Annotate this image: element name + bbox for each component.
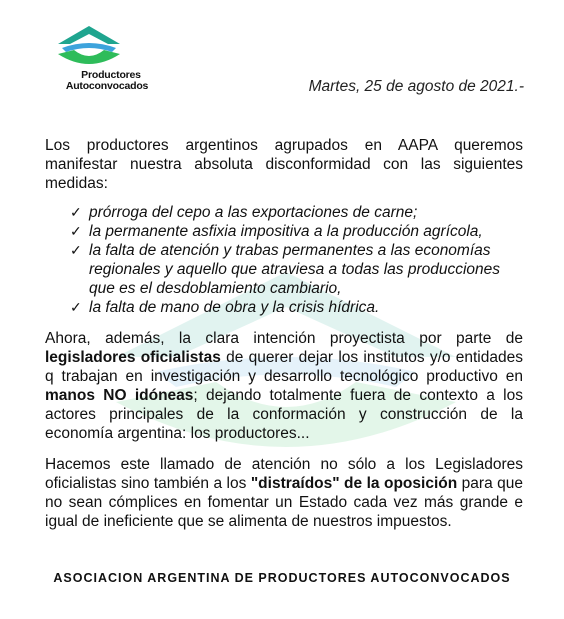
signature-footer: ASOCIACION ARGENTINA DE PRODUCTORES AUTOCONVOCADOS bbox=[53, 571, 511, 585]
check-icon: ✓ bbox=[70, 223, 82, 239]
logo-mark-icon bbox=[56, 22, 122, 68]
list-item bbox=[70, 203, 525, 222]
paragraph-2-text-2: de querer dejar los institutos y/o entidades q trabajan en investigación y desarrollo tecnológico productivo en bbox=[45, 349, 523, 385]
paragraph-2-text-1: Ahora, además, la clara intención proyectista por parte de bbox=[45, 330, 523, 347]
paragraph-2 bbox=[45, 329, 523, 443]
paragraph-3-text-2: para que no sean cómplices en fomentar un Estado cada vez más grande e igual de ineficiente que se alimenta de nuestros impuestos. bbox=[45, 475, 524, 530]
check-icon: ✓ bbox=[70, 242, 82, 258]
paragraph-2-bold-2: manos NO idóneas bbox=[45, 387, 194, 404]
logo-text-line2: Autoconvocados bbox=[65, 80, 149, 92]
check-icon: ✓ bbox=[70, 299, 82, 315]
list-item-text: la falta de atención y trabas permanentes a las economías regionales y aquello que atraviesa a todas las producciones que es el desdoblamiento cambiario, bbox=[89, 242, 501, 297]
paragraph-3 bbox=[45, 455, 523, 531]
logo-text-line1: Productores bbox=[81, 69, 141, 81]
list-item bbox=[70, 222, 525, 241]
logo bbox=[52, 22, 149, 94]
check-icon: ✓ bbox=[70, 204, 82, 220]
paragraph-3-text-1: Hacemos este llamado de atención no sólo a los Legisladores oficialistas sino también a los bbox=[45, 456, 523, 492]
list-item-text: la permanente asfixia impositiva a la producción agrícola, bbox=[89, 223, 483, 240]
paragraph-2-text-3: ; dejando totalmente fuera de contexto a los actores principales de la conformación y construcción de la economía argentina: los productores... bbox=[45, 387, 523, 442]
list-item-text: la falta de mano de obra y la crisis hídrica. bbox=[89, 299, 380, 316]
paragraph-2-bold-1: legisladores oficialistas bbox=[45, 349, 221, 366]
list-item bbox=[70, 241, 525, 298]
list-item bbox=[70, 298, 525, 317]
measures-list bbox=[70, 203, 525, 317]
intro-paragraph: Los productores argentinos agrupados en AAPA queremos manifestar nuestra absoluta disconformidad con las siguientes medidas: bbox=[45, 137, 523, 192]
letter-date: Martes, 25 de agosto de 2021.- bbox=[308, 78, 524, 95]
list-item-text: prórroga del cepo a las exportaciones de carne; bbox=[89, 204, 418, 221]
paragraph-3-bold-1: "distraídos" de la oposición bbox=[250, 475, 458, 492]
